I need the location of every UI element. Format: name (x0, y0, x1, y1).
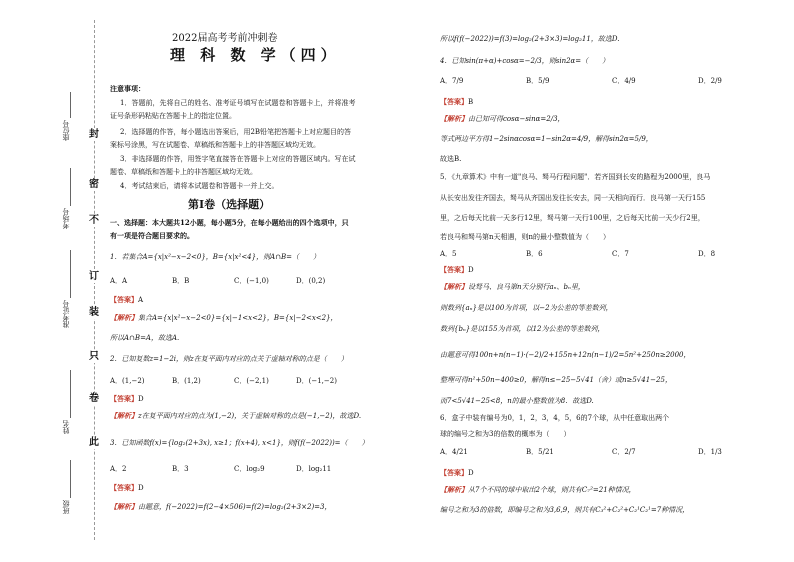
question-1-analysis: 【解析】集合A={x|x²−x−2<0}={x|−1<x<2}，B={x|−2<x<2}， (110, 313, 338, 322)
question-4-stem: 4．已知sin(π+α)+cosα=−2/3，则sin2α=（ ） (440, 57, 610, 65)
notice-line: 证号条形码粘贴在答题卡上的指定位置。 (110, 112, 236, 120)
notice-line: 案标号涂黑，写在试题卷、草稿纸和答题卡上的非答题区域均无效。 (110, 141, 320, 149)
question-3-answer: 【答案】D (110, 483, 144, 492)
class-line (70, 460, 71, 498)
question-5-stem: 5．《九章算术》中有一道"良马、驽马行程问题"．若齐国到长安的路程为2000里，良马 (440, 173, 711, 181)
question-1-stem: 1．若集合A={x|x²−x−2<0}，B={x|x²<4}，则A∩B=（ ） (110, 253, 321, 261)
option-b: B．6 (526, 250, 543, 258)
question-2-analysis: 【解析】z在复平面内对应的点为(1,−2)，关于虚轴对称的点是(−1,−2)，故选D. (110, 411, 362, 420)
question-3-stem: 3．已知函数f(x)={log₂(2+3x), x≥1；f(x+4), x<1}，则f(f(−2022))=（ ） (110, 439, 369, 447)
question-6-options (440, 447, 784, 457)
question-4-analysis-cont: 等式两边平方得1−2sinαcosα=1−sin2α=4/9，解得sin2α=5/9， (440, 135, 653, 143)
option-a: A．5 (440, 250, 457, 258)
notice-line: 3．非选择题的作答，用签字笔直接答在答题卡上对应的答题区域内。写在试 (120, 155, 356, 163)
seal-char-1: 封 (89, 129, 99, 140)
question-5-analysis-cont: 数列{bₙ}是以155为首项，以12为公差的等差数列， (440, 325, 605, 333)
option-c: C．4/9 (612, 77, 636, 85)
option-c: C．(−1,0) (234, 277, 269, 285)
question-5-stem: 若良马和驽马第n天相遇，则n的最小整数值为（ ） (440, 233, 611, 241)
exam-number-label: 准考证号 (62, 300, 70, 328)
option-c: C．log₂9 (234, 465, 265, 473)
option-d: D．8 (698, 250, 716, 258)
option-d: D．1/3 (698, 448, 722, 456)
option-a: A．2 (110, 465, 127, 473)
option-d: D．(−1,−2) (296, 377, 337, 385)
question-1-analysis-cont: 所以A∩B=A，故选A. (110, 334, 180, 342)
question-5-options (440, 249, 784, 259)
room-number-label: 考场号 (62, 208, 70, 229)
question-2-options (110, 376, 358, 386)
question-6-answer: 【答案】D (440, 468, 474, 477)
question-6-analysis-cont: 编号之和为3的倍数，即编号之和为3,6,9，则共有C₃²+C₂²+C₂¹C₂¹=7种情况， (440, 506, 690, 514)
exam-title: 2022届高考考前冲刺卷 (172, 33, 278, 44)
option-d: D．2/9 (698, 77, 722, 85)
seal-char-7: 卷 (89, 393, 99, 404)
question-4-analysis: 【解析】由已知可得cosα−sinα=2/3， (440, 114, 565, 123)
section-intro: 一、选择题：本大题共12小题，每小题5分，在每小题给出的四个选项中，只 (110, 218, 349, 227)
option-b: B．(1,2) (172, 377, 201, 385)
section-title: 第Ⅰ卷（选择题） (188, 198, 271, 211)
option-a: A．7/9 (440, 77, 464, 85)
option-a: A．A (110, 277, 128, 285)
question-2-stem: 2．已知复数z=1−2i，则z在复平面内对应的点关于虚轴对称的点是（ ） (110, 355, 348, 363)
notice-line: 2．选择题的作答，每小题选出答案后，用2B铅笔把答题卡上对应题目的答 (120, 128, 352, 136)
option-d: D．(0,2) (296, 277, 326, 285)
option-c: C．7 (612, 250, 629, 258)
question-5-stem: 里，之后每天比前一天多行12里，驽马第一天行100里，之后每天比前一天少行2里， (440, 214, 705, 222)
option-c: C．(−2,1) (234, 377, 269, 385)
notice-heading: 注意事项： (110, 84, 145, 93)
seal-char-2: 密 (89, 179, 99, 190)
question-4-analysis-cont: 故选B. (440, 155, 462, 163)
question-6-analysis: 【解析】从7个不同的球中取出2个球，则共有C₇²=21种情况， (440, 485, 636, 494)
question-3-analysis: 【解析】由题意，f(−2022)=f(2−4×506)=f(2)=log₂(2+3×2)=3， (110, 502, 332, 511)
notice-line: 4．考试结束后，请将本试题卷和答题卡一并上交。 (120, 182, 279, 190)
option-b: B．5/9 (526, 77, 550, 85)
question-1-answer: 【答案】A (110, 295, 144, 304)
question-6-stem: 球的编号之和为3的倍数的概率为（ ） (440, 430, 571, 438)
seat-number-line (70, 92, 71, 118)
question-4-options (440, 76, 784, 86)
exam-number-line (70, 250, 71, 298)
binding-margin (0, 0, 99, 562)
question-5-analysis-cont: 则数列{aₙ}是以100为首项，以−2为公差的等差数列， (440, 304, 613, 312)
exam-subtitle: 理 科 数 学（四） (170, 46, 341, 64)
seal-char-8: 此 (89, 437, 99, 448)
class-label: 班级 (62, 500, 70, 514)
section-intro: 有一项是符合题目要求的。 (110, 231, 194, 240)
question-3-analysis-cont: 所以f(f(−2022))=f(3)=log₂(2+3×3)=log₂11，故选D. (440, 35, 620, 43)
question-5-answer: 【答案】D (440, 265, 474, 274)
option-b: B．B (172, 277, 190, 285)
name-line (70, 370, 71, 418)
option-a: A．(1,−2) (110, 377, 145, 385)
question-1-options (110, 276, 358, 286)
question-3-options (110, 464, 358, 474)
option-a: A．4/21 (440, 448, 468, 456)
seal-char-6: 只 (89, 351, 99, 362)
question-5-analysis-cont: 而7<5√41−25<8，n的最小整数值为8．故选D. (440, 397, 594, 405)
seal-char-4: 订 (89, 271, 99, 282)
question-5-stem: 从长安出发往齐国去，驽马从齐国出发往长安去，同一天相向而行．良马第一天行155 (440, 194, 706, 202)
notice-line: 题卷、草稿纸和答题卡上的非答题区域均无效。 (110, 168, 257, 176)
seal-char-3: 不 (89, 215, 99, 226)
question-5-analysis-cont: 由题意可得100n+n(n−1)·(−2)/2+155n+12n(n−1)/2=5n²+250n≥2000， (440, 351, 691, 359)
question-5-analysis-cont: 整理可得n²+50n−400≥0，解得n≤−25−5√41（舍）或n≥5√41−25， (440, 376, 672, 384)
question-6-stem: 6．盒子中装有编号为0，1，2，3，4，5，6的7个球，从中任意取出两个 (440, 414, 670, 422)
option-c: C．2/7 (612, 448, 636, 456)
room-number-line (70, 168, 71, 206)
seal-char-5: 装 (89, 307, 99, 318)
seat-number-label: 座位号 (62, 120, 70, 141)
notice-line: 1．答题前，先将自己的姓名、准考证号填写在试题卷和答题卡上，并将准考 (120, 99, 356, 107)
question-4-answer: 【答案】B (440, 97, 474, 106)
question-2-answer: 【答案】D (110, 394, 144, 403)
option-d: D．log₂11 (296, 465, 332, 473)
name-label: 姓名 (62, 420, 70, 434)
option-b: B．3 (172, 465, 189, 473)
question-5-analysis: 【解析】设驽马、良马第n天分别行aₙ、bₙ里， (440, 282, 585, 291)
option-b: B．5/21 (526, 448, 554, 456)
